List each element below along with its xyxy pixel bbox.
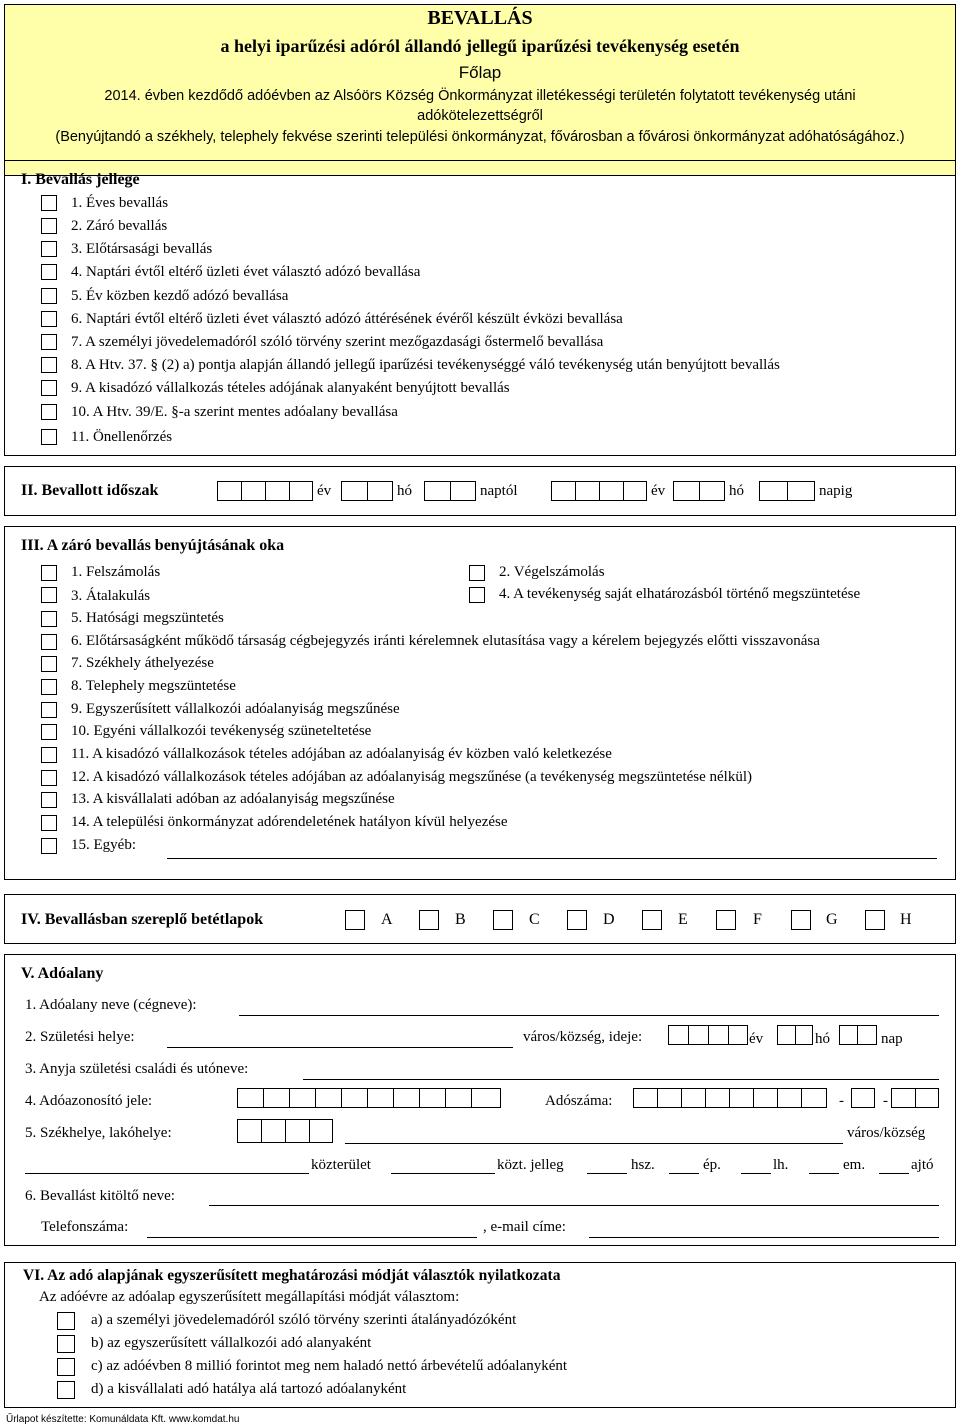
filler-name-field[interactable] (209, 1205, 939, 1206)
footer-credit: Űrlapot készítette: Komunáldata Kft. www.komdat.hu (6, 1414, 240, 1425)
other-reason-field[interactable] (167, 858, 937, 859)
label-ev: év (317, 483, 332, 499)
checkbox-betetlap-d[interactable] (567, 910, 587, 930)
header-box (4, 4, 956, 176)
option-label: 7. A személyi jövedelemadóról szóló törvény szerint mezőgazdasági őstermelő bevallása (71, 334, 604, 350)
option-label: 9. Egyszerűsített vállalkozói adóalanyiság megszűnése (71, 701, 400, 717)
zip-field[interactable] (237, 1119, 333, 1143)
section-title: IV. Bevallásban szereplő betétlapok (21, 911, 264, 928)
label-ho: hó (397, 483, 412, 499)
betetlap-label: A (381, 911, 393, 928)
checkbox-4[interactable] (41, 264, 57, 280)
checkbox-8[interactable] (41, 679, 57, 695)
filler-name-label: 6. Bevallást kitöltő neve: (25, 1188, 175, 1204)
section-zaro-bevallas-oka (4, 526, 956, 880)
checkbox-13[interactable] (41, 792, 57, 808)
option-label: 1. Éves bevallás (71, 195, 169, 211)
staircase-field[interactable] (741, 1173, 771, 1174)
period-to-year[interactable] (551, 481, 647, 501)
declaration-intro: Az adóévre az adóalap egyszerűsített megállapítási módját választom: (39, 1289, 460, 1305)
betetlap-label: C (529, 911, 540, 928)
checkbox-10[interactable] (41, 404, 57, 420)
checkbox-6[interactable] (41, 634, 57, 650)
option-label: 14. A települési önkormányzat adórendeletének hatályon kívül helyezése (71, 814, 508, 830)
checkbox-14[interactable] (41, 815, 57, 831)
option-label: c) az adóévben 8 millió forintot meg nem haladó nettó árbevételű adóalanyként (91, 1358, 568, 1374)
checkbox-11[interactable] (41, 747, 57, 763)
checkbox-2[interactable] (41, 218, 57, 234)
section-title: V. Adóalany (21, 965, 104, 982)
door-field[interactable] (879, 1173, 909, 1174)
name-field[interactable] (239, 1015, 939, 1016)
checkbox-betetlap-h[interactable] (865, 910, 885, 930)
taxnum-county[interactable] (891, 1088, 939, 1108)
checkbox-8[interactable] (41, 357, 57, 373)
period-to-month[interactable] (673, 481, 725, 501)
checkbox-7[interactable] (41, 334, 57, 350)
checkbox-megszuntetes[interactable] (469, 587, 485, 603)
checkbox-option-d[interactable] (57, 1381, 75, 1399)
label-ho: hó (729, 483, 744, 499)
option-label: 13. A kisvállalati adóban az adóalanyiság megszűnése (71, 791, 395, 807)
checkbox-5[interactable] (41, 288, 57, 304)
checkbox-option-a[interactable] (57, 1312, 75, 1330)
checkbox-betetlap-g[interactable] (791, 910, 811, 930)
street-label: közterület (311, 1157, 371, 1173)
option-label: 15. Egyéb: (71, 837, 136, 853)
form-subtitle: a helyi iparűzési adóról állandó jellegű iparűzési tevékenység esetén (220, 36, 740, 56)
period-to-day[interactable] (759, 481, 815, 501)
mother-name-field[interactable] (303, 1079, 939, 1080)
option-label: 5. Hatósági megszüntetés (71, 610, 224, 626)
option-label: 6. Előtársaságként működő társaság cégbejegyzés iránti kérelemnek elutasítása vagy a kérelem bejegyzés előtti visszavonása (71, 633, 820, 649)
option-label: 4. Naptári évtől eltérő üzleti évet választó adózó bevallása (71, 264, 421, 280)
section-betetlapok (4, 894, 956, 944)
taxnum-code[interactable] (851, 1088, 875, 1108)
email-label: , e-mail címe: (483, 1219, 566, 1235)
header-year-line: 2014. évben kezdődő adóévben az Alsóörs Község Önkormányzat illetékességi területén folytatott tevékenység utáni (104, 88, 856, 104)
option-label: 11. A kisadózó vállalkozások tételes adójában az adóalanyiság év közben való keletkezése (71, 746, 612, 762)
section-title: I. Bevallás jellege (21, 171, 140, 188)
label-ev: év (651, 483, 666, 499)
street-type-field[interactable] (391, 1173, 495, 1174)
label-ev: év (749, 1031, 764, 1047)
section-bevallas-jellege (4, 160, 956, 456)
period-from-month[interactable] (341, 481, 393, 501)
checkbox-7[interactable] (41, 656, 57, 672)
checkbox-option-c[interactable] (57, 1358, 75, 1376)
checkbox-betetlap-b[interactable] (419, 910, 439, 930)
street-field[interactable] (25, 1173, 309, 1174)
name-label: 1. Adóalany neve (cégneve): (25, 997, 197, 1013)
building-label: ép. (703, 1157, 721, 1173)
taxnum-label: Adószáma: (545, 1093, 613, 1109)
house-number-label: hsz. (631, 1157, 655, 1173)
option-label: 8. A Htv. 37. § (2) a) pontja alapján állandó jellegű iparűzési tevékenységgé váló tevékenység után benyújtott bevallás (71, 357, 780, 373)
checkbox-5[interactable] (41, 611, 57, 627)
label-ho: hó (815, 1031, 830, 1047)
dash-label: - (839, 1093, 844, 1109)
option-label: 10. Egyéni vállalkozói tevékenység szüneteltetése (71, 723, 372, 739)
option-label: 3. Előtársasági bevallás (71, 241, 213, 257)
birth-day[interactable] (839, 1025, 877, 1045)
checkbox-1[interactable] (41, 195, 57, 211)
section-bevallott-idoszak (4, 466, 956, 516)
section-title: III. A záró bevallás benyújtásának oka (21, 537, 285, 554)
floor-label: em. (843, 1157, 866, 1173)
option-label: 2. Záró bevallás (71, 218, 168, 234)
option-label: 3. Átalakulás (71, 588, 151, 604)
label-napig: napig (819, 483, 853, 499)
option-label: 7. Székhely áthelyezése (71, 655, 214, 671)
betetlap-label: B (455, 911, 466, 928)
option-label: 12. A kisadózó vállalkozások tételes adójában az adóalanyiság megszűnése (a tevékenység megszüntetése nélkül) (71, 769, 753, 785)
option-label: 10. A Htv. 39/E. §-a szerint mentes adóalany bevallása (71, 404, 398, 420)
label-naptol: naptól (480, 483, 518, 499)
option-label: 11. Önellenőrzés (71, 429, 173, 445)
period-from-day[interactable] (424, 481, 476, 501)
floor-field[interactable] (809, 1173, 839, 1174)
header-note: (Benyújtandó a székhely, telephely fekvése szerinti települési önkormányzat, fővárosban a fővárosi önkormányzat adóhatóságához.) (55, 129, 905, 145)
taxid-label: 4. Adóazonosító jele: (25, 1093, 153, 1109)
birth-year[interactable] (668, 1025, 748, 1045)
taxid-field[interactable] (237, 1088, 501, 1108)
checkbox-betetlap-f[interactable] (716, 910, 736, 930)
section-adoalany (4, 954, 956, 1246)
city-label: város/község (847, 1125, 926, 1141)
checkbox-11[interactable] (41, 429, 57, 445)
birthplace-field[interactable] (167, 1047, 513, 1048)
door-label: ajtó (911, 1157, 934, 1173)
checkbox-15[interactable] (41, 838, 57, 854)
option-label: 4. A tevékenység saját elhatározásból történő megszüntetése (499, 586, 861, 602)
birth-month[interactable] (777, 1025, 813, 1045)
checkbox-betetlap-c[interactable] (493, 910, 513, 930)
mother-name-label: 3. Anyja születési családi és utóneve: (25, 1061, 249, 1077)
checkbox-betetlap-e[interactable] (642, 910, 662, 930)
option-label: 2. Végelszámolás (499, 564, 605, 580)
birthplace-label: 2. Születési helye: (25, 1029, 135, 1045)
checkbox-atalakulas[interactable] (41, 587, 57, 603)
seat-label: 5. Székhelye, lakóhelye: (25, 1125, 172, 1141)
building-field[interactable] (669, 1173, 699, 1174)
betetlap-label: F (753, 911, 762, 928)
option-label: 6. Naptári évtől eltérő üzleti évet választó adózó áttérésének évéről készült évközi bevallása (71, 311, 623, 327)
checkbox-vegelszamolas[interactable] (469, 565, 485, 581)
city-date-label: város/község, ideje: (523, 1029, 643, 1045)
checkbox-9[interactable] (41, 380, 57, 396)
label-nap: nap (881, 1031, 903, 1047)
staircase-label: lh. (773, 1157, 789, 1173)
option-label: b) az egyszerűsített vállalkozói adó alanyaként (91, 1335, 372, 1351)
dash-label: - (883, 1093, 888, 1109)
email-field[interactable] (589, 1237, 939, 1238)
betetlap-label: G (826, 911, 838, 928)
house-number-field[interactable] (587, 1173, 627, 1174)
option-label: 8. Telephely megszüntetése (71, 678, 236, 694)
period-from-year[interactable] (217, 481, 313, 501)
checkbox-12[interactable] (41, 770, 57, 786)
checkbox-felszamolas[interactable] (41, 565, 57, 581)
checkbox-betetlap-a[interactable] (345, 910, 365, 930)
betetlap-label: D (603, 911, 615, 928)
checkbox-6[interactable] (41, 311, 57, 327)
city-field[interactable] (345, 1143, 843, 1144)
sheet-label: Főlap (458, 63, 502, 82)
betetlap-label: H (900, 911, 912, 928)
option-label: 1. Felszámolás (71, 564, 161, 580)
checkbox-3[interactable] (41, 241, 57, 257)
section-title: II. Bevallott időszak (21, 482, 159, 499)
taxnum-main[interactable] (633, 1088, 827, 1108)
option-label: a) a személyi jövedelemadóról szóló törvény szerinti átalányadózóként (91, 1312, 517, 1328)
section-title: VI. Az adó alapjának egyszerűsített meghatározási módját választók nyilatkozata (23, 1267, 561, 1284)
street-type-label: közt. jelleg (497, 1157, 564, 1173)
betetlap-label: E (678, 911, 688, 928)
option-label: 5. Év közben kezdő adózó bevallása (71, 288, 289, 304)
checkbox-option-b[interactable] (57, 1335, 75, 1353)
phone-label: Telefonszáma: (41, 1219, 129, 1235)
option-label: d) a kisvállalati adó hatálya alá tartozó adóalanyként (91, 1381, 407, 1397)
checkbox-10[interactable] (41, 724, 57, 740)
form-title: BEVALLÁS (427, 7, 533, 29)
checkbox-9[interactable] (41, 702, 57, 718)
option-label: 9. A kisadózó vállalkozás tételes adójának alanyaként benyújtott bevallás (71, 380, 510, 396)
section-nyilatkozat (4, 1262, 956, 1408)
phone-field[interactable] (147, 1237, 477, 1238)
header-line2: adókötelezettségről (417, 108, 543, 124)
